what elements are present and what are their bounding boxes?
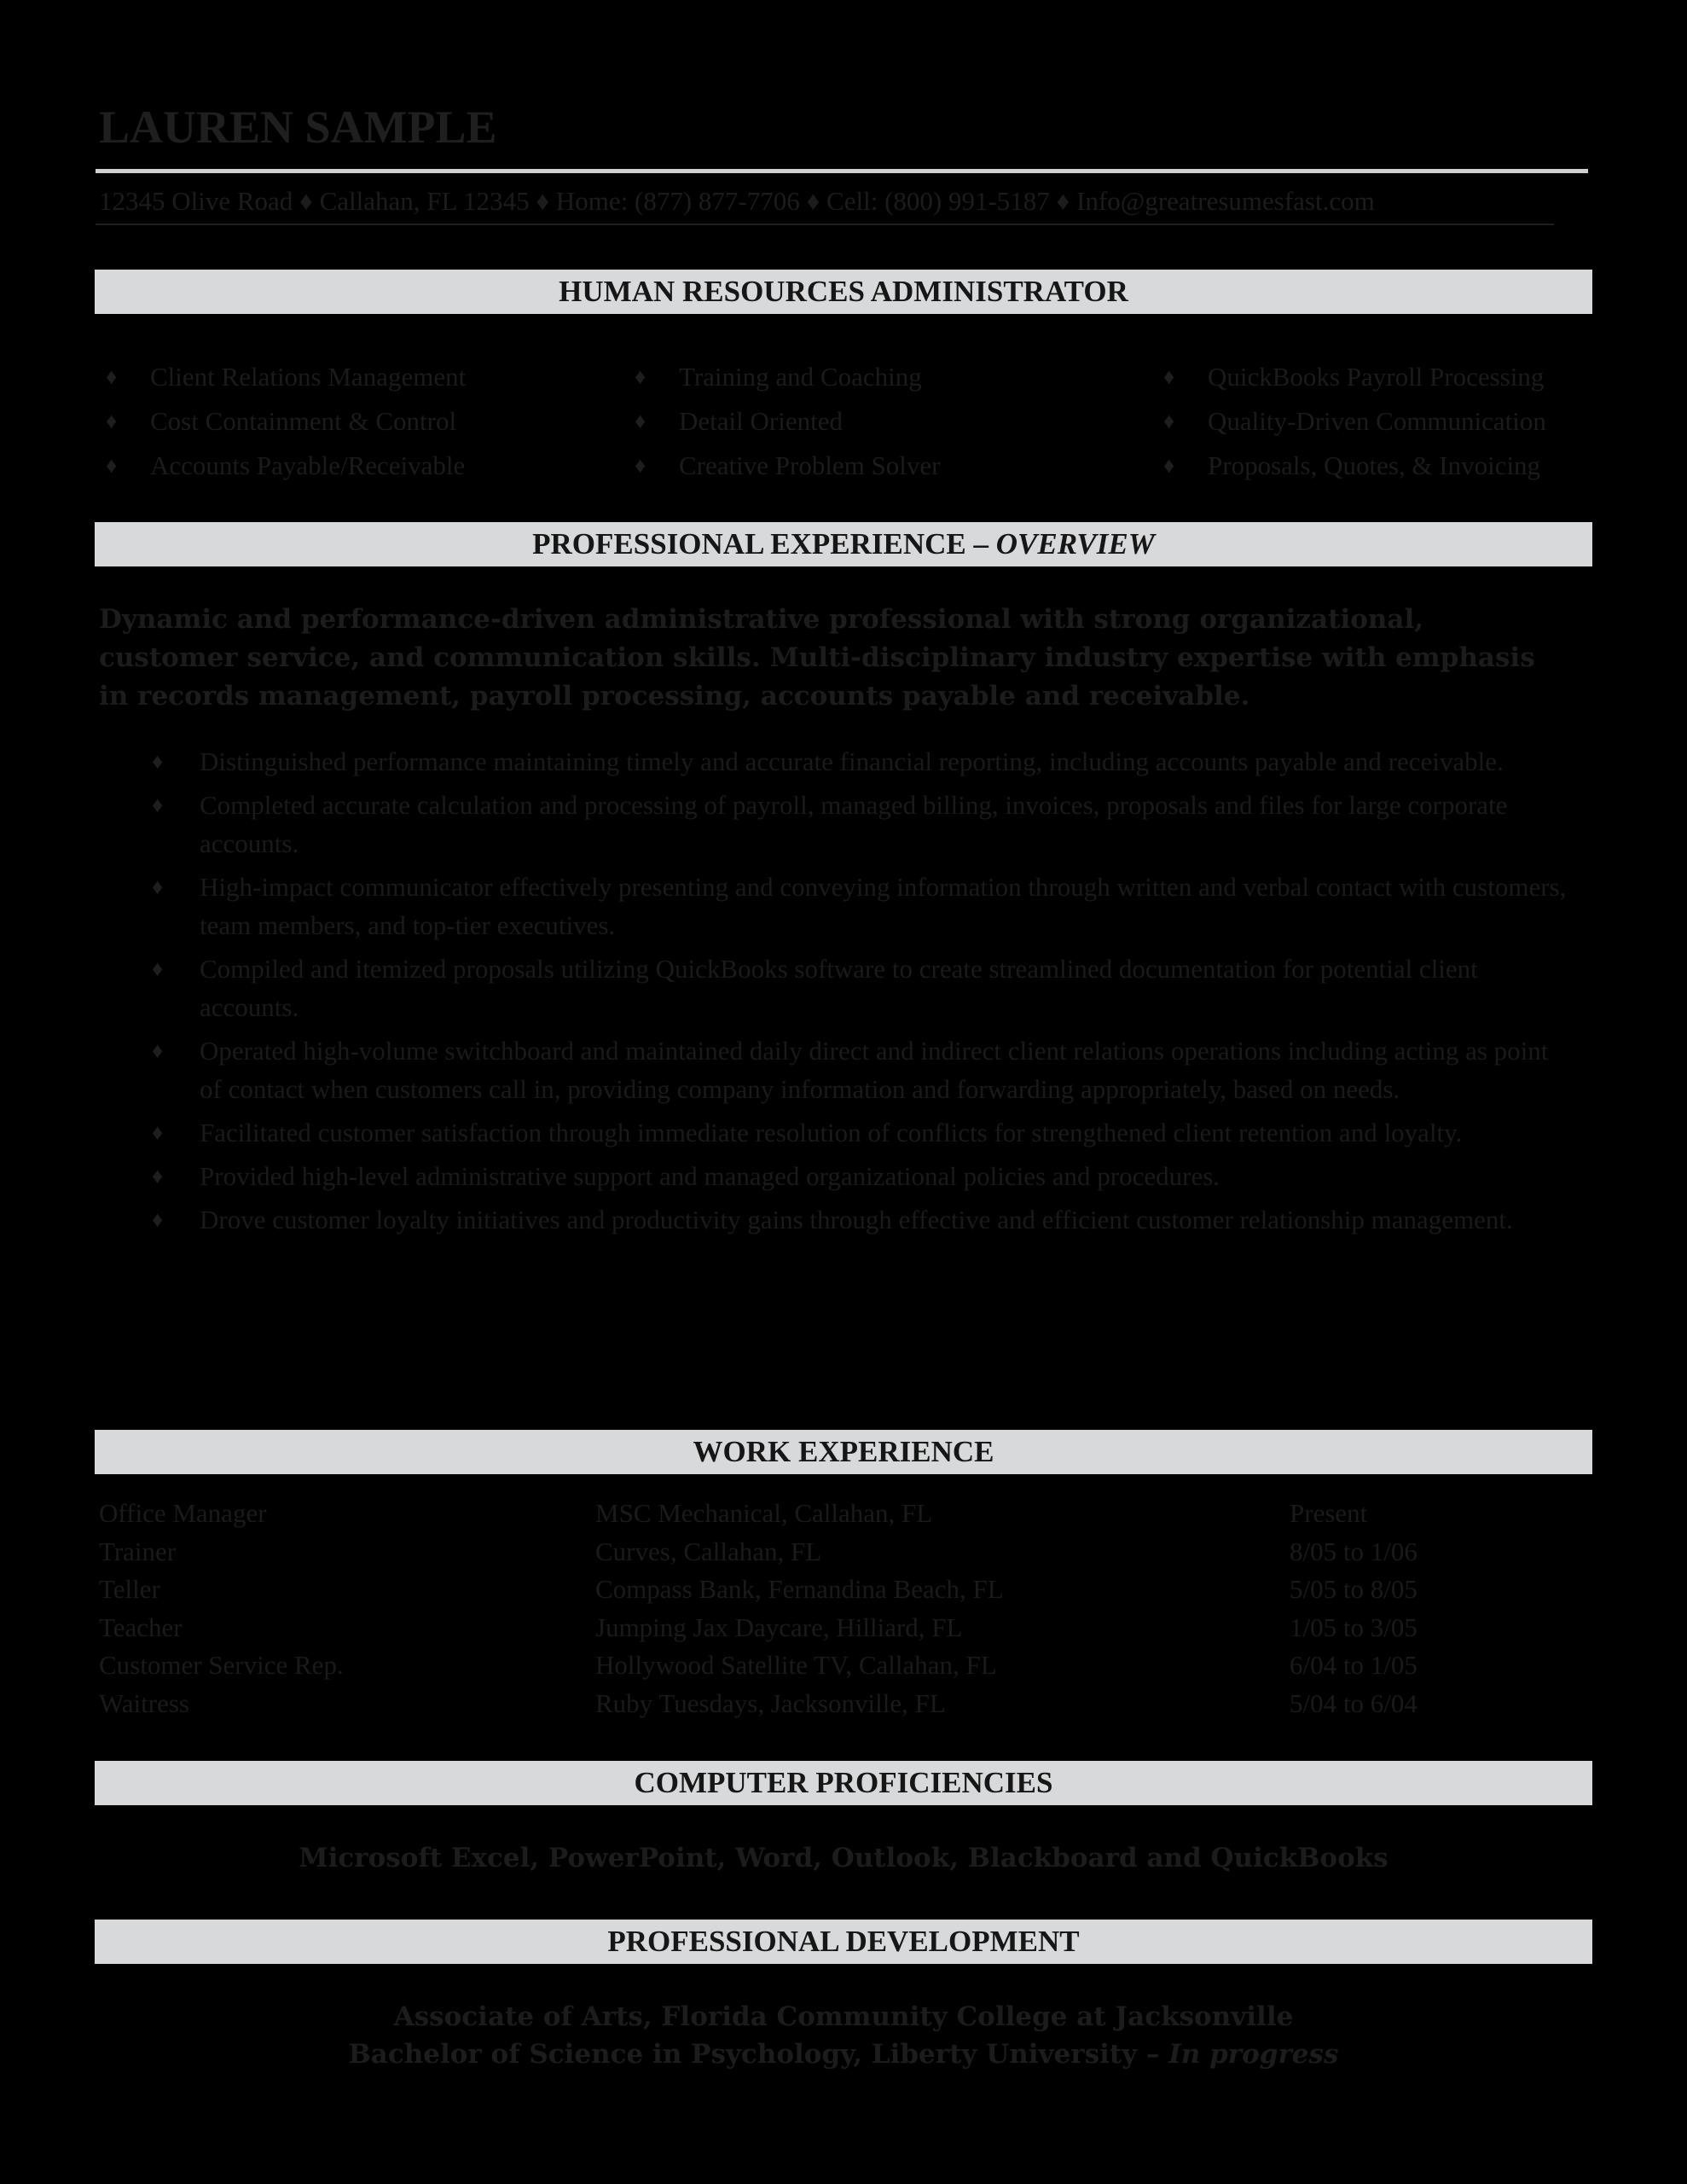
job-dates: Present	[1290, 1498, 1368, 1528]
job-dates: 5/04 to 6/04	[1290, 1687, 1417, 1718]
list-item: ♦ Completed accurate calculation and processing of payroll, managed billing, invoices, proposals and files for large corporate accounts.	[152, 786, 1568, 863]
diamond-bullet-icon: ♦	[152, 793, 164, 817]
diamond-bullet-icon: ♦	[635, 409, 646, 433]
diamond-bullet-icon: ♦	[1163, 409, 1175, 433]
section-experience-overview-text: PROFESSIONAL EXPERIENCE –	[532, 527, 996, 561]
employer: Curves, Callahan, FL	[595, 1536, 822, 1566]
list-item: ♦ Distinguished performance maintaining timely and accurate financial reporting, including accounts payable and receivable.	[152, 742, 1568, 781]
diamond-bullet-icon: ♦	[106, 364, 118, 389]
job-title: Customer Service Rep.	[99, 1650, 344, 1680]
achievement-list	[152, 742, 1568, 1244]
skill-item: ♦ Creative Problem Solver	[628, 444, 941, 488]
skill-item: ♦ Quality-Driven Communication	[1157, 399, 1546, 444]
section-professional-development-bar	[95, 1920, 1592, 1964]
list-item: ♦ Operated high-volume switchboard and maintained daily direct and indirect client relations operations including acting as point of contact when customers call in, providing company information and forwarding appropriately, based on needs.	[152, 1031, 1568, 1108]
skill-item: ♦ Training and Coaching	[628, 355, 941, 399]
table-row	[99, 1685, 1600, 1723]
employer: Jumping Jax Daycare, Hilliard, FL	[595, 1612, 963, 1642]
table-row	[99, 1495, 1600, 1533]
section-work-experience-bar	[95, 1430, 1592, 1474]
diamond-bullet-icon: ♦	[106, 409, 118, 433]
section-professional-development-text: PROFESSIONAL DEVELOPMENT	[607, 1925, 1080, 1958]
table-row	[99, 1533, 1600, 1571]
section-computer-proficiencies-text: COMPUTER PROFICIENCIES	[634, 1766, 1053, 1799]
diamond-bullet-icon: ♦	[635, 364, 646, 389]
section-title-bar	[95, 270, 1592, 314]
job-dates: 5/05 to 8/05	[1290, 1574, 1417, 1604]
candidate-name: LAUREN SAMPLE	[99, 102, 497, 153]
skills-column-3	[1157, 355, 1546, 488]
diamond-bullet-icon: ♦	[152, 1038, 164, 1063]
skill-item: ♦ QuickBooks Payroll Processing	[1157, 355, 1546, 399]
diamond-bullet-icon: ♦	[152, 874, 164, 899]
skills-column-2	[628, 355, 941, 488]
contact-line: 12345 Olive Road ♦ Callahan, FL 12345 ♦ Home: (877) 877-7706 ♦ Cell: (800) 991-5187 ♦ Info@greatresumesfast.com	[99, 186, 1375, 216]
list-item: ♦ High-impact communicator effectively presenting and conveying information through written and verbal contact with customers, team members, and top-tier executives.	[152, 868, 1568, 944]
diamond-bullet-icon: ♦	[152, 749, 164, 774]
skill-item: ♦ Accounts Payable/Receivable	[99, 444, 466, 488]
table-row	[99, 1647, 1600, 1685]
job-title: Trainer	[99, 1536, 177, 1566]
employer: Ruby Tuesdays, Jacksonville, FL	[595, 1687, 946, 1718]
summary-paragraph: Dynamic and performance-driven administrative professional with strong organizational, customer service, and communication skills. Multi-disciplinary industry expertise with emphasis in records management, payroll processing, accounts payable and receivable.	[99, 604, 1535, 712]
list-item: ♦ Drove customer loyalty initiatives and productivity gains through effective and efficient customer relationship management.	[152, 1200, 1568, 1239]
list-item: ♦ Compiled and itemized proposals utilizing QuickBooks software to create streamlined documentation for potential client accounts.	[152, 950, 1568, 1026]
skills-column-1	[99, 355, 466, 488]
employer: Hollywood Satellite TV, Callahan, FL	[595, 1650, 997, 1680]
job-title: Office Manager	[99, 1498, 267, 1528]
job-title: Teacher	[99, 1612, 183, 1642]
employer: Compass Bank, Fernandina Beach, FL	[595, 1574, 1004, 1604]
diamond-bullet-icon: ♦	[152, 1207, 164, 1232]
computer-skills-line: Microsoft Excel, PowerPoint, Word, Outlook, Blackboard and QuickBooks	[299, 1843, 1388, 1873]
diamond-bullet-icon: ♦	[1163, 453, 1175, 478]
job-dates: 6/04 to 1/05	[1290, 1650, 1417, 1680]
diamond-bullet-icon: ♦	[106, 453, 118, 478]
job-title: Teller	[99, 1574, 160, 1604]
section-title-text: HUMAN RESOURCES ADMINISTRATOR	[559, 275, 1128, 308]
section-work-experience-text: WORK EXPERIENCE	[693, 1435, 994, 1468]
diamond-bullet-icon: ♦	[152, 1120, 164, 1145]
section-overview-italic: OVERVIEW	[995, 527, 1155, 561]
section-experience-overview-bar	[95, 522, 1592, 566]
job-dates: 8/05 to 1/06	[1290, 1536, 1417, 1566]
section-computer-proficiencies-bar	[95, 1761, 1592, 1805]
header-rule-bottom	[96, 224, 1554, 225]
job-dates: 1/05 to 3/05	[1290, 1612, 1417, 1642]
education-degree: Bachelor of Science in Psychology, Liberty University –	[348, 2039, 1169, 2070]
table-row	[99, 1571, 1600, 1609]
education-status: In progress	[1168, 2039, 1339, 2070]
employer: MSC Mechanical, Callahan, FL	[595, 1498, 933, 1528]
diamond-bullet-icon: ♦	[1163, 364, 1175, 389]
skill-item: ♦ Cost Containment & Control	[99, 399, 466, 444]
education-line-2	[95, 2039, 1592, 2070]
education-line-1: Associate of Arts, Florida Community College at Jacksonville	[393, 2001, 1294, 2032]
diamond-bullet-icon: ♦	[152, 1164, 164, 1188]
table-row	[99, 1609, 1600, 1647]
diamond-bullet-icon: ♦	[635, 453, 646, 478]
skill-item: ♦ Client Relations Management	[99, 355, 466, 399]
work-history-table	[99, 1495, 1600, 1722]
header-rule-top	[96, 169, 1588, 173]
diamond-bullet-icon: ♦	[152, 956, 164, 981]
list-item: ♦ Facilitated customer satisfaction through immediate resolution of conflicts for strengthened client retention and loyalty.	[152, 1113, 1568, 1152]
job-title: Waitress	[99, 1687, 189, 1718]
list-item: ♦ Provided high-level administrative support and managed organizational policies and procedures.	[152, 1157, 1568, 1195]
skill-item: ♦ Proposals, Quotes, & Invoicing	[1157, 444, 1546, 488]
skill-item: ♦ Detail Oriented	[628, 399, 941, 444]
